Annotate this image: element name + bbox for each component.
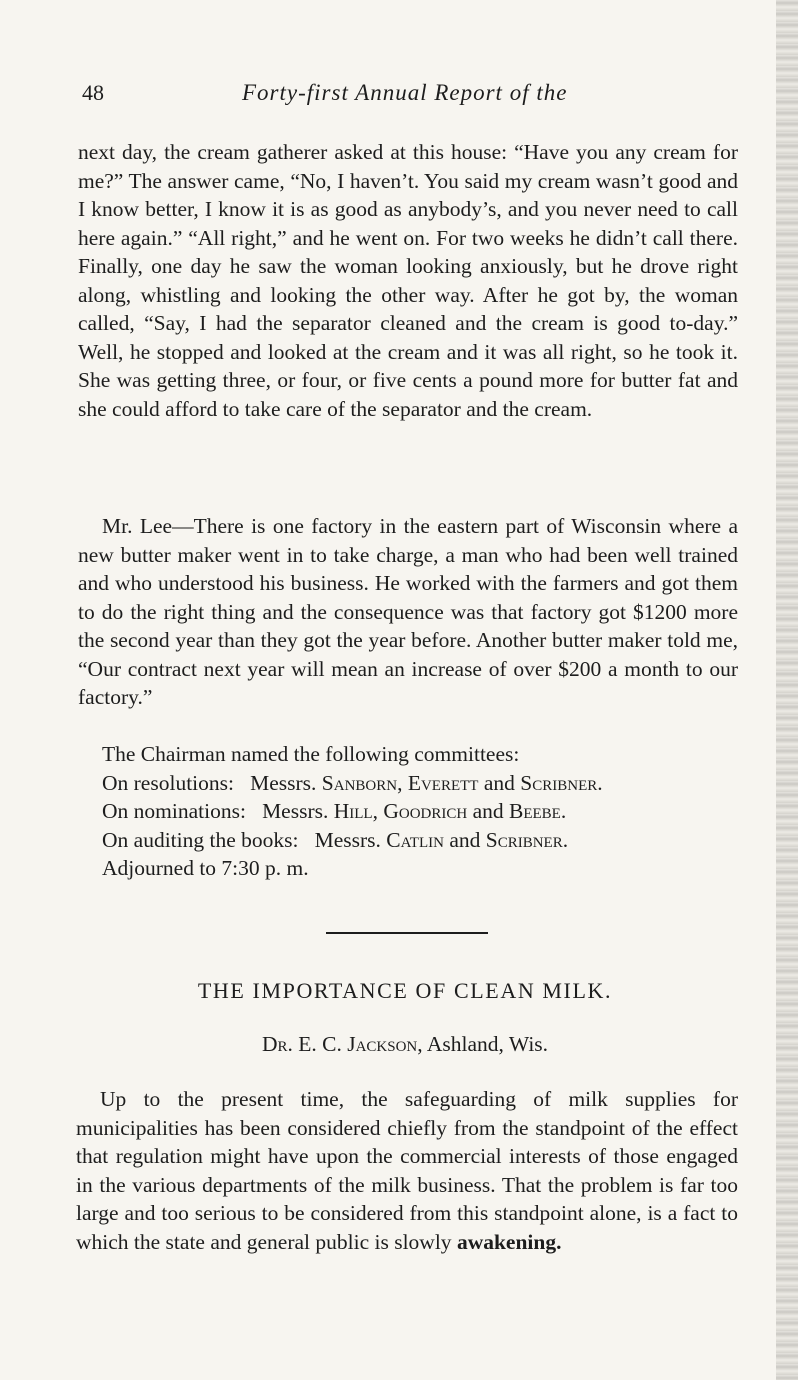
conjunction: and: [483, 770, 515, 795]
committees-block: [102, 740, 742, 883]
page-number: 48: [82, 80, 104, 105]
committees-intro: The Chairman named the following committees:: [102, 742, 520, 766]
member-name: Everett: [407, 770, 479, 795]
clean-milk-paragraph-body: Up to the present time, the safeguarding of milk supplies for municipalities has been considered chiefly from the standpoint of the effect that regulation might have upon the commercial interests of those engaged in the various departments of the milk business. That the problem is far too large and too serious to be considered from this standpoint alone, is a fact to which the state and general public is slowly: [76, 1087, 738, 1254]
messrs-prefix: Messrs.: [250, 770, 317, 795]
author-byline: Dr. E. C. Jackson, Ashland, Wis.: [261, 1032, 549, 1056]
member-name: Scribner: [485, 827, 563, 852]
section-divider: [326, 932, 488, 934]
member-name: Catlin: [386, 827, 444, 852]
member-name: Sanborn: [321, 770, 398, 795]
conjunction: and: [472, 799, 504, 823]
member-name: Beebe: [509, 799, 561, 823]
section-title: THE IMPORTANCE OF CLEAN MILK.: [197, 978, 613, 1003]
committee-label: On auditing the books:: [102, 827, 299, 852]
cream-gatherer-paragraph: next day, the cream gatherer asked at this house: “Have you any cream for me?” The answer came, “No, I haven’t. You said my cream wasn’t good and I know better, I know it is as good as anybody’s, and you never need to call here again.” “All right,” and he went on. For two weeks he didn’t call there. Finally, one day he saw the woman looking anxiously, but he drove right along, whistling and looking the other way. After he got by, the woman called, “Say, I had the separator cleaned and the cream is good to-day.” Well, he stopped and looked at the cream and it was all right, so he took it. She was getting three, or four, or five cents a pound more for butter fat and she could afford to take care of the separator and the cream.: [78, 140, 738, 421]
committee-label: On nominations:: [102, 799, 246, 823]
committee-nominations: On nominations: Messrs. Hill, Goodrich and Beebe.: [102, 799, 567, 823]
page-header: [82, 80, 642, 120]
committee-resolutions: On resolutions: Messrs. Sanborn, Everett and Scribner.: [102, 770, 603, 795]
page-edge-shadow: [776, 0, 798, 1380]
author-name: Dr. E. C. Jackson: [261, 1032, 418, 1056]
member-name: Goodrich: [383, 799, 468, 823]
committee-auditing: On auditing the books: Messrs. Catlin and Scribner.: [102, 827, 569, 852]
member-name: Hill: [333, 799, 373, 823]
clean-milk-paragraph-end: awakening.: [456, 1229, 562, 1254]
mr-lee-paragraph: Mr. Lee—There is one factory in the eastern part of Wisconsin where a new butter maker went in to take charge, a man who had been well trained and who understood his business. He worked with the farmers and got them to do the right thing and the consequence was that factory got $1200 more the second year than they got the year before. Another butter maker told me, “Our contract next year will mean an increase of over $200 a month to our factory.”: [78, 514, 738, 709]
author-place: Ashland, Wis.: [426, 1032, 549, 1056]
adjournment-note: Adjourned to 7:30 p. m.: [102, 856, 309, 880]
committee-label: On resolutions:: [102, 770, 234, 795]
messrs-prefix: Messrs.: [314, 827, 381, 852]
clean-milk-paragraph: [76, 1085, 738, 1256]
conjunction: and: [449, 827, 481, 852]
messrs-prefix: Messrs.: [262, 799, 329, 823]
running-title: Forty-first Annual Report of the: [242, 80, 568, 105]
member-name: Scribner: [520, 770, 598, 795]
